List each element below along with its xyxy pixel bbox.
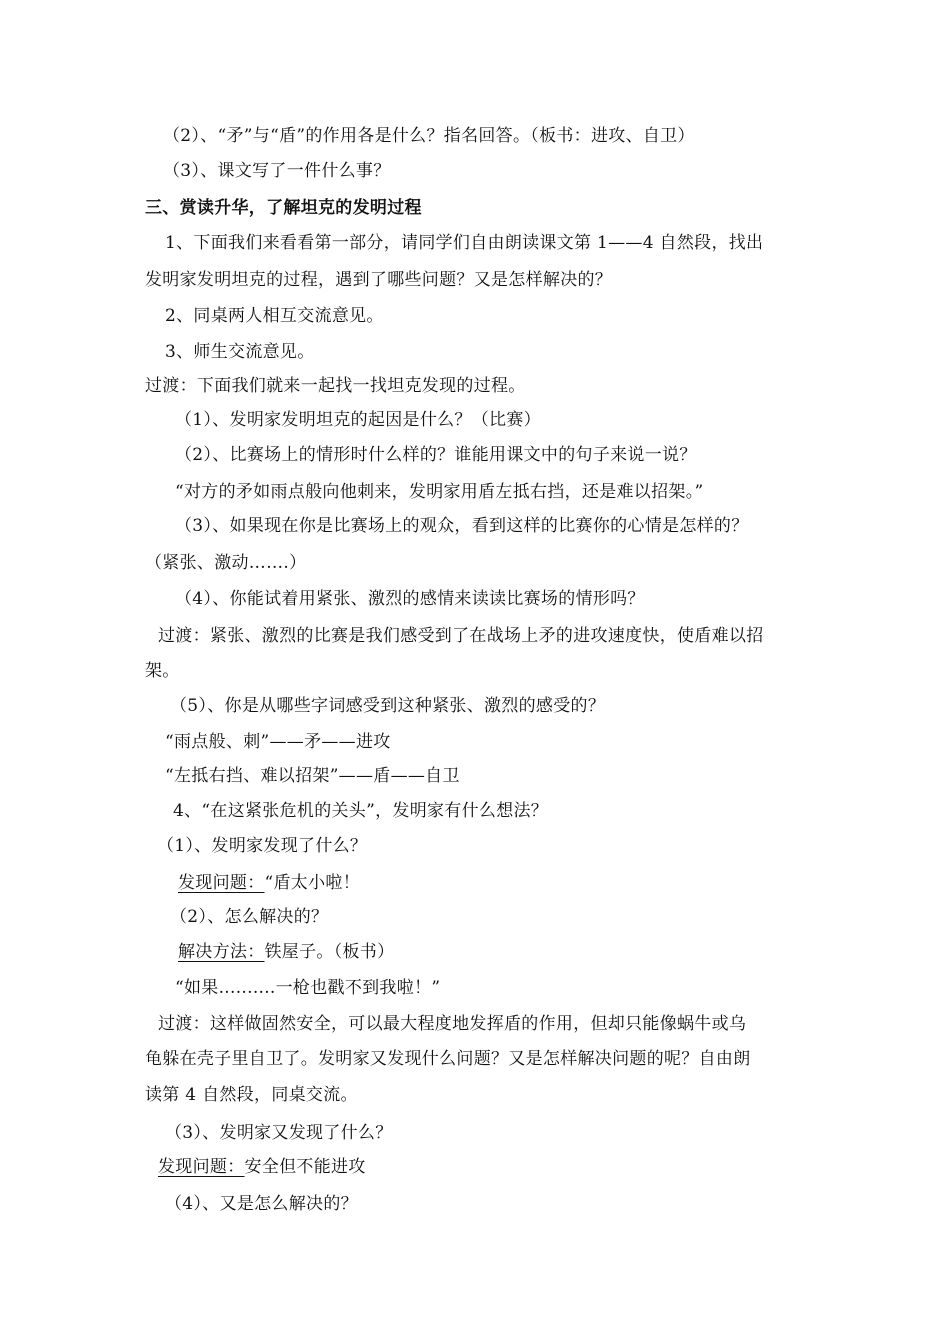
text-line: （4）、又是怎么解决的？ [165,1194,358,1214]
quote-line: “雨点般、刺”——矛——进攻 [165,732,391,752]
text-line: 读第 4 自然段，同桌交流。 [145,1085,358,1105]
text-line: （1）、发明家发现了什么？ [157,836,368,856]
solution-label: 解决方法： [178,942,265,962]
quote-line: “如果..........一枪也戳不到我啦！” [175,978,441,998]
solution-line [178,940,394,964]
finding-line [178,871,360,895]
text-line: 过渡：这样做固然安全，可以最大程度地发挥盾的作用，但却只能像蜗牛或乌 [158,1014,747,1034]
text-line: 过渡：下面我们就来一起找一找坦克发现的过程。 [145,376,526,396]
quote-line: “左抵右挡、难以招架”——盾——自卫 [165,766,460,786]
text-line: 4、“在这紧张危机的关头”，发明家有什么想法？ [173,801,549,821]
text-line: 1、下面我们来看看第一部分，请同学们自由朗读课文第 1——4 自然段，找出 [165,233,764,253]
finding-text: “盾太小啦！ [264,873,360,893]
text-line: （3）、发明家又发现了什么？ [165,1123,393,1143]
text-line: （1）、发明家发明坦克的起因是什么？（比赛） [175,410,541,430]
text-line: （3）、如果现在你是比赛场上的观众，看到这样的比赛你的心情是怎样的？ [175,516,749,536]
text-line: 架。 [145,661,180,681]
text-line: （紧张、激动…….） [145,553,307,573]
text-line: （2）、“矛”与“盾”的作用各是什么？指名回答。（板书：进攻、自卫） [163,126,695,146]
finding-line [158,1155,366,1179]
solution-text: 铁屋子。（板书） [264,942,395,962]
text-line: 2、同桌两人相互交流意见。 [165,306,384,326]
text-line: （5）、你是从哪些字词感受到这种紧张、激烈的感受的？ [170,696,606,716]
section-heading: 三、赏读升华，了解坦克的发明过程 [145,198,422,218]
text-line: 3、师生交流意见。 [165,342,315,362]
finding-label: 发现问题： [158,1157,245,1177]
text-line: （2）、怎么解决的？ [170,907,329,927]
text-line: 龟躲在壳子里自卫了。发明家又发现什么问题？又是怎样解决问题的呢？自由朗 [145,1049,751,1069]
finding-text: 安全但不能进攻 [244,1157,366,1177]
text-line: （3）、课文写了一件什么事？ [163,161,391,181]
text-line: （4）、你能试着用紧张、激烈的感情来读读比赛场的情形吗？ [175,589,645,609]
quote-line: “对方的矛如雨点般向他刺来，发明家用盾左抵右挡，还是难以招架。” [175,482,704,502]
text-line: （2）、比赛场上的情形时什么样的？谁能用课文中的句子来说一说？ [175,445,697,465]
text-line: 发明家发明坦克的过程，遇到了哪些问题？又是怎样解决的？ [145,270,613,290]
finding-label: 发现问题： [178,873,265,893]
text-line: 过渡：紧张、激烈的比赛是我们感受到了在战场上矛的进攻速度快，使盾难以招 [158,626,764,646]
